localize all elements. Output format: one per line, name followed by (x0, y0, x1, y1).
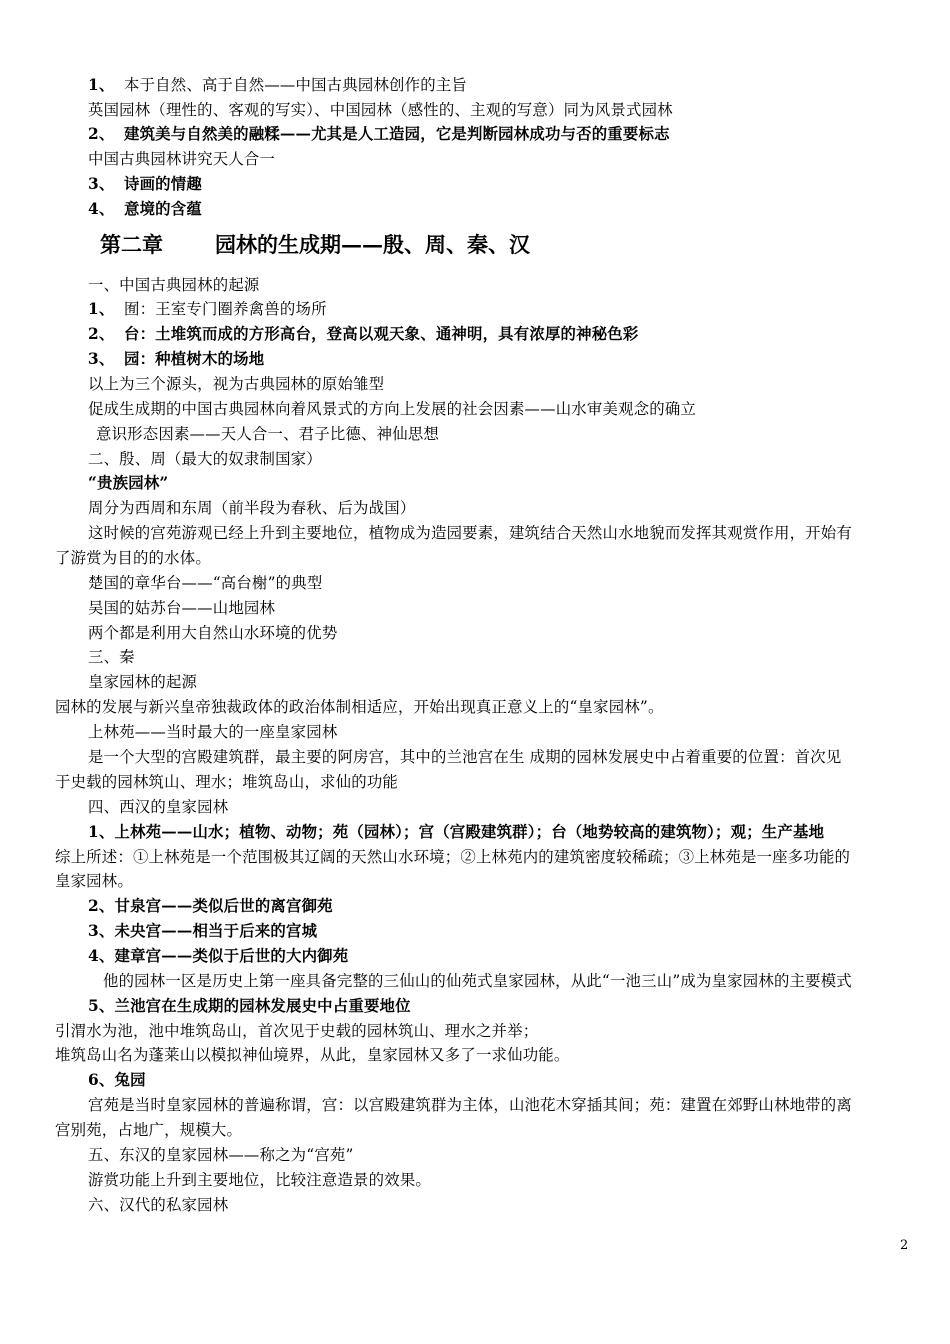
text-line: 周分为西周和东周（前半段为春秋、后为战国） (88, 499, 416, 517)
origin-item-1: 1、 囿：王室专门圈养禽兽的场所 (88, 300, 327, 318)
text-line: 中国古典园林讲究天人合一 (88, 150, 276, 168)
text-line: 堆筑岛山名为蓬莱山以模拟神仙境界，从此，皇家园林又多了一求仙功能。 (55, 1046, 570, 1064)
section-heading: 三、秦 (88, 648, 135, 666)
text-line: 宫别苑，占地广，规模大。 (55, 1121, 243, 1139)
chapter-heading (100, 230, 530, 260)
text-line: 宫苑是当时皇家园林的普遍称谓，宫：以宫殿建筑群为主体，山池花木穿插其间；苑：建置在郊野山林地带的离 (88, 1096, 852, 1114)
origin-item-3: 3、 园：种植树木的场地 (88, 350, 265, 368)
principle-4: 4、 意境的含蕴 (88, 200, 202, 218)
text-line: 他的园林一区是历史上第一座具备完整的三仙山的仙苑式皇家园林，从此“一池三山”成为皇家园林的主要模式 (103, 972, 852, 990)
principle-2: 2、 建筑美与自然美的融糅——尤其是人工造园，它是判断园林成功与否的重要标志 (88, 125, 670, 143)
text-line: 园林的发展与新兴皇帝独裁政体的政治体制相适应，开始出现真正意义上的“皇家园林”。 (55, 698, 664, 716)
text-line: 两个都是利用大自然山水环境的优势 (88, 624, 338, 642)
section-heading: 六、汉代的私家园林 (88, 1196, 229, 1214)
section-heading: 四、西汉的皇家园林 (88, 798, 229, 816)
text-line: 了游赏为目的的水体。 (55, 549, 211, 567)
text-line: 吴国的姑苏台——山地园林 (88, 599, 276, 617)
text-line: 1、上林苑——山水；植物、动物；苑（园林）；宫（宫殿建筑群）；台（地势较高的建筑物）；观；生产基地 (88, 823, 825, 841)
text-line: 以上为三个源头，视为古典园林的原始雏型 (88, 375, 385, 393)
text-line: 这时候的宫苑游观已经上升到主要地位，植物成为造园要素，建筑结合天然山水地貌而发挥其观赏作用，开始有 (88, 524, 852, 542)
text-line: 英国园林（理性的、客观的写实）、中国园林（感性的、主观的写意）同为风景式园林 (88, 101, 673, 119)
text-line: 2、甘泉宫——类似后世的离宫御苑 (88, 897, 333, 915)
principle-1: 1、 本于自然、高于自然——中国古典园林创作的主旨 (88, 76, 467, 94)
chapter-number: 第二章 (100, 232, 163, 257)
section-heading: 五、东汉的皇家园林——称之为“宫苑” (88, 1146, 354, 1164)
page-number: 2 (900, 1238, 909, 1253)
section-heading: 一、中国古典园林的起源 (88, 276, 260, 294)
text-line: 综上所述：①上林苑是一个范围极其辽阔的天然山水环境；②上林苑内的建筑密度较稀疏；③上林苑是一座多功能的 (55, 848, 851, 866)
text-line: “贵族园林” (88, 474, 169, 492)
principle-3: 3、 诗画的情趣 (88, 175, 202, 193)
text-line: 皇家园林。 (55, 872, 133, 890)
text-line: 6、兔园 (88, 1071, 146, 1089)
text-line: 楚国的章华台——“高台榭”的典型 (88, 574, 323, 592)
text-line: 上林苑——当时最大的一座皇家园林 (88, 723, 338, 741)
text-line: 皇家园林的起源 (88, 673, 198, 691)
text-line: 于史载的园林筑山、理水；堆筑岛山，求仙的功能 (55, 773, 398, 791)
chapter-title: 园林的生成期——殷、周、秦、汉 (215, 232, 530, 257)
section-heading: 二、殷、周（最大的奴隶制国家） (88, 450, 322, 468)
text-line: 引渭水为池，池中堆筑岛山，首次见于史载的园林筑山、理水之并举； (55, 1022, 539, 1040)
text-line: 促成生成期的中国古典园林向着风景式的方向上发展的社会因素——山水审美观念的确立 (88, 400, 697, 418)
text-line: 4、建章宫——类似于后世的大内御苑 (88, 947, 349, 965)
text-line: 3、未央宫——相当于后来的宫城 (88, 922, 318, 940)
text-line: 是一个大型的宫殿建筑群，最主要的阿房宫，其中的兰池宫在生 成期的园林发展史中占着重要的位置：首次见 (88, 748, 842, 766)
text-line: 游赏功能上升到主要地位，比较注意造景的效果。 (88, 1171, 431, 1189)
text-line: 意识形态因素——天人合一、君子比德、神仙思想 (96, 425, 439, 443)
origin-item-2: 2、 台：土堆筑而成的方形高台，登高以观天象、通神明，具有浓厚的神秘色彩 (88, 325, 639, 343)
text-line: 5、兰池宫在生成期的园林发展史中占重要地位 (88, 997, 411, 1015)
